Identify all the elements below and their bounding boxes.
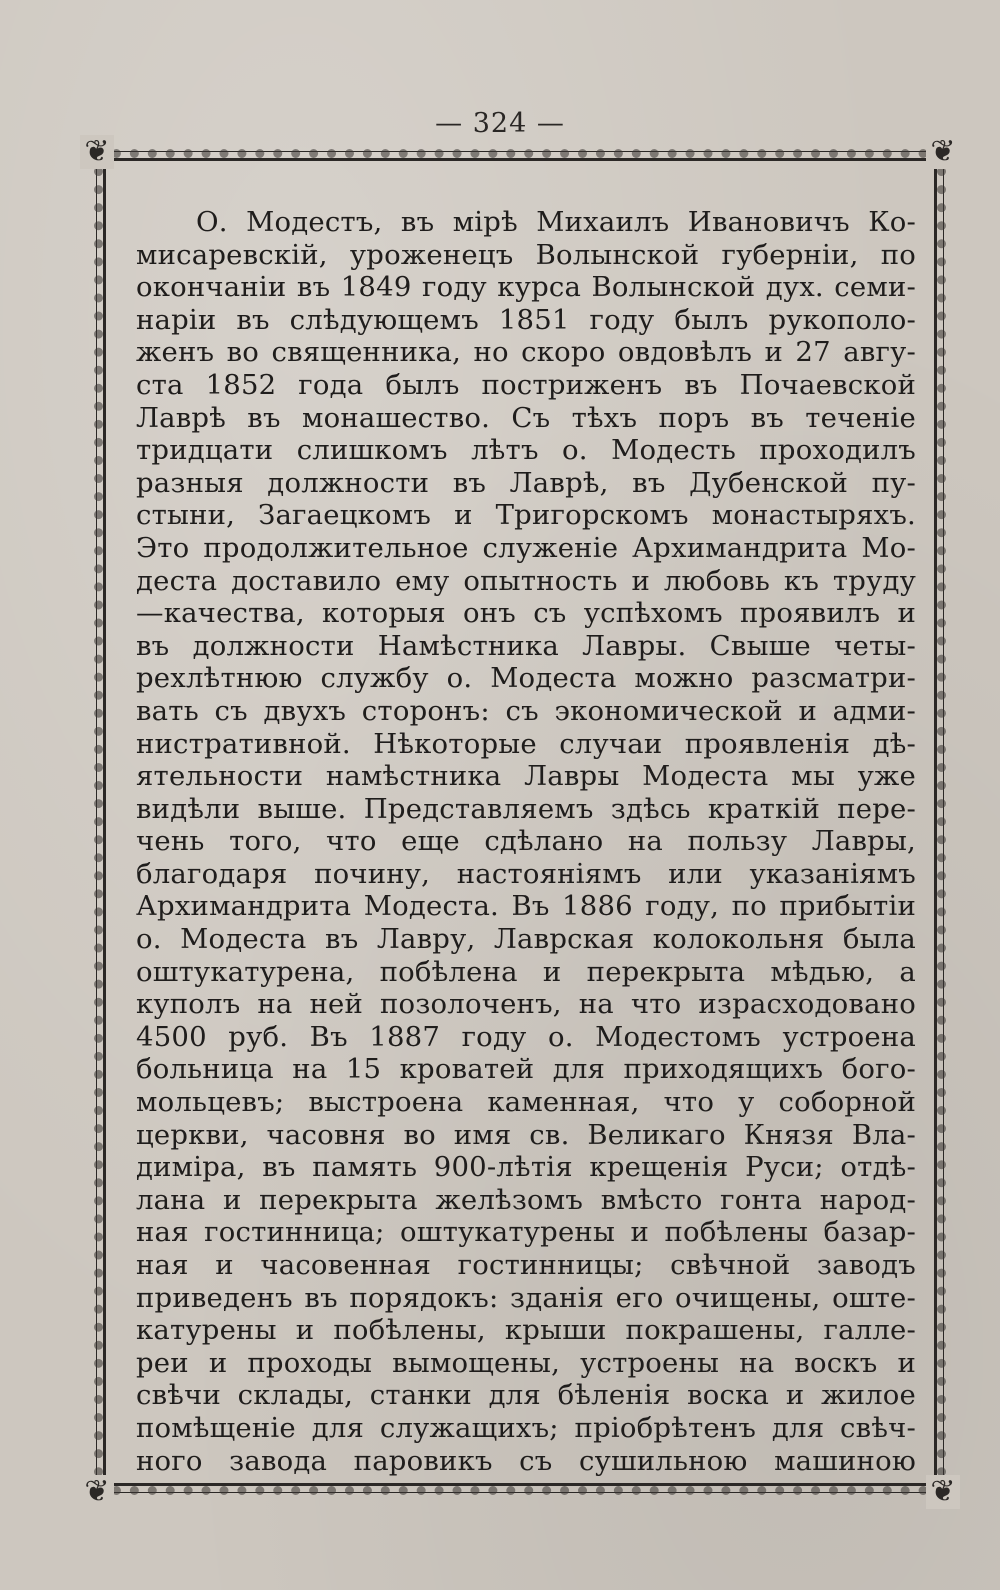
text-line: Лаврѣ въ монашество. Съ тѣхъ поръ въ теченіе xyxy=(136,401,916,434)
text-line: Это продолжительное служеніе Архимандрита Мо- xyxy=(136,531,916,564)
text-line: диміра, въ память 900-лѣтія крещенія Руси; отдѣ- xyxy=(136,1151,916,1184)
text-line: о. Модеста въ Лавру, Лаврская колокольня была xyxy=(136,923,916,956)
text-line: тридцати слишкомъ лѣтъ о. Модесть проходилъ xyxy=(136,434,916,467)
text-line: ного завода паровикъ съ сушильною машиною xyxy=(136,1444,916,1477)
corner-ornament-icon: ❦ xyxy=(926,135,960,169)
text-line: катурены и побѣлены, крыши покрашены, галле- xyxy=(136,1314,916,1347)
text-line: благодаря почину, настояніямъ или указаніямъ xyxy=(136,857,916,890)
text-line: рехлѣтнюю службу о. Модеста можно разсматри- xyxy=(136,662,916,695)
text-line: церкви, часовня во имя св. Великаго Князя Вла- xyxy=(136,1118,916,1151)
corner-ornament-icon: ❦ xyxy=(80,135,114,169)
text-line: мисаревскій, уроженецъ Волынской губерніи, по xyxy=(136,238,916,271)
text-line: куполъ на ней позолоченъ, на что израсходовано xyxy=(136,988,916,1021)
text-line: приведенъ въ порядокъ: зданія его очищены, оште- xyxy=(136,1281,916,1314)
corner-ornament-icon: ❦ xyxy=(80,1475,114,1509)
text-line: окончаніи въ 1849 году курса Волынской дух. семи- xyxy=(136,271,916,304)
text-line: въ должности Намѣстника Лавры. Свыше четы- xyxy=(136,629,916,662)
text-line: наріи въ слѣдующемъ 1851 году былъ рукополо- xyxy=(136,303,916,336)
text-line: женъ во священника, но скоро овдовѣлъ и 27 авгу- xyxy=(136,336,916,369)
text-line: помѣщеніе для служащихъ; пріобрѣтенъ для свѣч- xyxy=(136,1411,916,1444)
text-line: видѣли выше. Представляемъ здѣсь краткій пере- xyxy=(136,792,916,825)
text-line: ятельности намѣстника Лавры Модеста мы уже xyxy=(136,760,916,793)
text-line: реи и проходы вымощены, устроены на воскъ и xyxy=(136,1346,916,1379)
text-line: 4500 руб. Въ 1887 году о. Модестомъ устроена xyxy=(136,1020,916,1053)
text-line: —качества, которыя онъ съ успѣхомъ проявилъ и xyxy=(136,597,916,630)
text-line: ная гостинница; оштукатурены и побѣлены базар- xyxy=(136,1216,916,1249)
text-line: чень того, что еще сдѣлано на пользу Лавры, xyxy=(136,825,916,858)
text-line: О. Модестъ, въ мірѣ Михаилъ Ивановичъ Ко- xyxy=(196,206,916,238)
text-line: разныя должности въ Лаврѣ, въ Дубенской пу- xyxy=(136,466,916,499)
text-line: стыни, Загаецкомъ и Тригорскомъ монастыряхъ. xyxy=(136,499,916,532)
text-line: оштукатурена, побѣлена и перекрыта мѣдью, а xyxy=(136,955,916,988)
text-line: ная и часовенная гостинницы; свѣчной заводъ xyxy=(136,1249,916,1281)
text-line: больница на 15 кроватей для приходящихъ бого- xyxy=(136,1053,916,1086)
text-line: свѣчи склады, станки для бѣленія воска и жилое xyxy=(136,1379,916,1412)
text-line: Архимандрита Модеста. Въ 1886 году, по прибытіи xyxy=(136,890,916,923)
corner-ornament-icon: ❦ xyxy=(926,1475,960,1509)
text-line: нистративной. Нѣкоторые случаи проявленія дѣ- xyxy=(136,727,916,760)
text-line: ста 1852 года былъ постриженъ въ Почаевской xyxy=(136,368,916,401)
text-line: лана и перекрыта желѣзомъ вмѣсто гонта народ- xyxy=(136,1183,916,1216)
page-number: — 324 — xyxy=(435,108,565,139)
text-line: вать съ двухъ сторонъ: съ экономической и адми- xyxy=(136,694,916,727)
text-line: мольцевъ; выстроена каменная, что у соборной xyxy=(136,1086,916,1119)
body-text xyxy=(136,206,916,1477)
text-line: деста доставило ему опытность и любовь къ труду xyxy=(136,564,916,597)
